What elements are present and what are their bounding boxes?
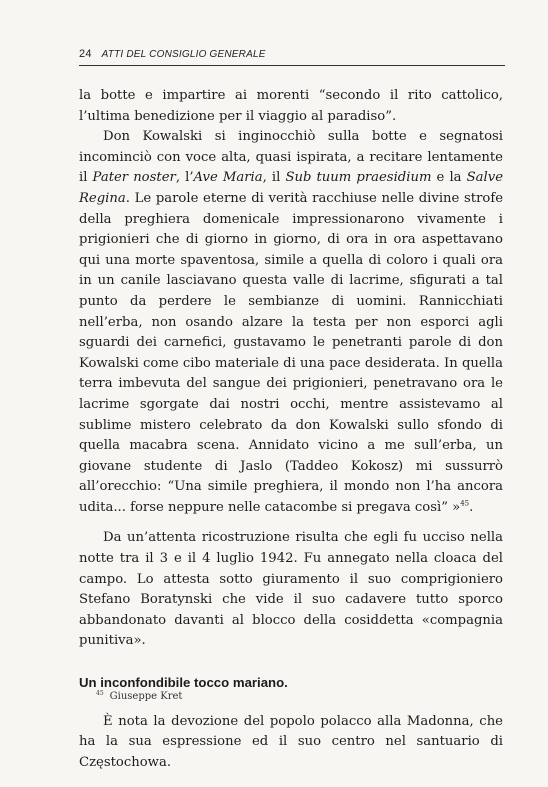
paragraph-2-text-5: . Le parole eterne di verità racchiuse nelle divine strofe della preghiera domenicale impressionarono vivamente i prigionieri che di giorno in giorno, di ora in ora aspettavano qui una morte spaventosa, simile a quella di coloro i quali ora in un canile lasciavano questa valle di lacrime, sfigurati a tal punto da perdere le sembianze di uomini. Rannicchiati nell’erba, non osando alzare la testa per non esporci agli sguardi dei carnefici, gustavamo le penetranti parole di don Kowalski come cibo materiale di una pace desiderata. In quella terra imbevuta del sangue dei prigionieri, penetravano ora le lacrime sgorgate dai nostri occhi, mentre assistevamo al sublime mistero celebrato da don Kowalski sullo sfondo di quella macabra scena. Annidato vicino a me sull’erba, un giovane studente di Jaslo (Taddeo Kokosz) mi sussurrò all’orecchio: “Una simile preghiera, il mondo non l’ha ancora udita... forse neppure nelle catacombe si pregava così” » [79, 190, 503, 515]
page-header [79, 48, 499, 60]
page-number: 24 [79, 48, 92, 60]
body-text [79, 86, 503, 773]
prayer-salve-regina: Salve Regina [79, 170, 504, 206]
footnote [96, 691, 182, 702]
paragraph-2-text-2: , l’ [175, 170, 194, 186]
footnote-text: Giuseppe Kret [109, 691, 183, 702]
section-heading: Un inconfondibile tocco mariano. [79, 675, 288, 691]
footnote-number: 45 [96, 689, 104, 697]
running-title: ATTI DEL CONSIGLIO GENERALE [101, 49, 266, 60]
prayer-pater-noster: Pater noster [92, 170, 176, 186]
footnote-ref: 45 [460, 499, 470, 508]
prayer-ave-maria: Ave Maria [193, 170, 263, 186]
paragraph-1: la botte e impartire ai morenti “secondo il rito cattolico, l’ultima benedizione per il viaggio al paradiso”. [79, 88, 503, 124]
paragraph-4: È nota la devozione del popolo polacco alla Madonna, che ha la sua espressione ed il suo centro nel santuario di Częstochowa. [79, 713, 503, 770]
paragraph-2-text-3: , il [262, 170, 286, 186]
paragraph-2-text-4: e la [431, 170, 467, 186]
paragraph-3: Da un’attenta ricostruzione risulta che egli fu ucciso nella notte tra il 3 e il 4 luglio 1942. Fu annegato nella cloaca del campo. Lo attesta sotto giuramento il suo comprigioniero Stefano Boratynski che vide il suo cadavere tutto sporco abbandonato davanti al blocco della cosiddetta «compagnia punitiva». [79, 530, 503, 649]
header-rule [79, 65, 505, 66]
paragraph-2-end: . [469, 499, 474, 515]
paragraph-2-text-1: Don Kowalski si inginocchiò sulla botte e segnatosi incominciò con voce alta, quasi ispirata, a recitare lentamente il [79, 129, 503, 186]
prayer-sub-tuum: Sub tuum praesidium [285, 170, 432, 186]
paragraph-2 [79, 127, 503, 518]
